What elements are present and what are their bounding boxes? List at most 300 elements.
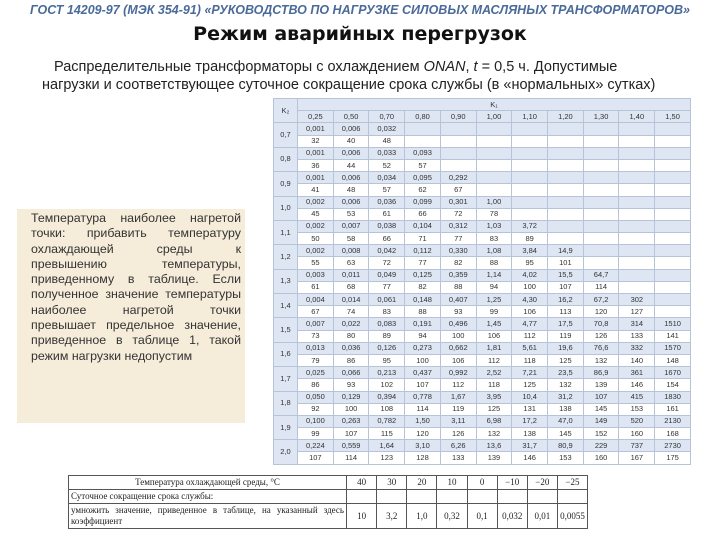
life-reduction-cell: 0,006 (333, 147, 369, 159)
life-reduction-cell: 361 (619, 367, 655, 379)
k2-value: 1,5 (274, 318, 298, 342)
reduction-row (69, 490, 588, 504)
life-reduction-cell: 314 (619, 318, 655, 330)
reduction-label: Суточное сокращение срока службы: (69, 490, 347, 504)
hotspot-rise-cell: 167 (619, 452, 655, 464)
life-reduction-cell: 0,014 (333, 294, 369, 306)
hotspot-rise-cell: 128 (405, 452, 441, 464)
hotspot-rise-cell: 94 (405, 330, 441, 342)
k2-value: 1,6 (274, 342, 298, 366)
k1-value: 0,50 (333, 111, 369, 123)
k2-value: 0,9 (274, 172, 298, 196)
life-reduction-cell: 0,036 (333, 342, 369, 354)
life-reduction-cell (583, 123, 619, 135)
hotspot-rise-cell: 119 (440, 403, 476, 415)
hotspot-rise-cell (655, 159, 691, 171)
hotspot-rise-cell: 152 (583, 428, 619, 440)
hotspot-rise-cell: 82 (405, 281, 441, 293)
life-reduction-cell: 520 (619, 415, 655, 427)
hotspot-rise-cell: 95 (369, 354, 405, 366)
hotspot-rise-cell: 93 (333, 379, 369, 391)
temp-cell: −20 (527, 476, 557, 490)
hotspot-rise-cell: 92 (298, 403, 334, 415)
life-reduction-cell: 0,126 (369, 342, 405, 354)
factor-cell: 0,032 (497, 504, 527, 529)
hotspot-rise-cell: 66 (369, 233, 405, 245)
life-reduction-cell: 0,112 (405, 245, 441, 257)
k2-value: 1,4 (274, 294, 298, 318)
life-reduction-cell: 0,093 (405, 147, 441, 159)
life-reduction-cell: 86,9 (583, 367, 619, 379)
life-reduction-cell (655, 172, 691, 184)
life-reduction-cell: 0,066 (333, 367, 369, 379)
table-row (274, 391, 691, 403)
hotspot-rise-cell: 119 (548, 330, 584, 342)
life-reduction-cell (512, 147, 548, 159)
life-reduction-cell: 0,001 (298, 172, 334, 184)
life-reduction-cell: 3,72 (512, 220, 548, 232)
life-reduction-cell (548, 196, 584, 208)
hotspot-rise-cell: 50 (298, 233, 334, 245)
hotspot-rise-cell: 88 (405, 306, 441, 318)
life-reduction-cell: 1,81 (476, 342, 512, 354)
hotspot-rise-cell (512, 135, 548, 147)
life-reduction-cell (548, 220, 584, 232)
hotspot-rise-cell: 88 (440, 281, 476, 293)
k1-header: K₁ (298, 99, 691, 111)
table-row (274, 306, 691, 318)
hotspot-rise-cell: 94 (476, 281, 512, 293)
temp-cell: −25 (557, 476, 587, 490)
life-reduction-cell: 415 (619, 391, 655, 403)
table-row (274, 147, 691, 159)
hotspot-rise-cell: 57 (405, 159, 441, 171)
hotspot-rise-cell: 86 (333, 354, 369, 366)
hotspot-rise-cell: 114 (405, 403, 441, 415)
hotspot-rise-cell: 100 (405, 354, 441, 366)
hotspot-rise-cell: 78 (476, 208, 512, 220)
life-reduction-cell: 0,104 (405, 220, 441, 232)
hotspot-rise-cell: 79 (298, 354, 334, 366)
life-reduction-cell (655, 147, 691, 159)
hotspot-rise-cell: 80 (333, 330, 369, 342)
temp-cell: 0 (467, 476, 497, 490)
hotspot-rise-cell: 101 (548, 257, 584, 269)
life-reduction-cell (583, 220, 619, 232)
hotspot-rise-cell (583, 184, 619, 196)
life-reduction-cell: 0,778 (405, 391, 441, 403)
factor-cell: 0,0055 (557, 504, 587, 529)
table-row (274, 245, 691, 257)
hotspot-rise-cell (512, 208, 548, 220)
hotspot-rise-cell (548, 184, 584, 196)
life-reduction-cell (512, 196, 548, 208)
hotspot-rise-cell: 73 (298, 330, 334, 342)
k2-header: K₂ (274, 99, 298, 123)
hotspot-rise-cell: 112 (440, 379, 476, 391)
hotspot-rise-cell: 148 (655, 354, 691, 366)
factor-cell: 0,1 (467, 504, 497, 529)
k2-value: 0,8 (274, 147, 298, 171)
life-reduction-cell: 1,50 (405, 415, 441, 427)
hotspot-rise-cell: 93 (440, 306, 476, 318)
k1-value: 1,00 (476, 111, 512, 123)
hotspot-rise-cell: 138 (512, 428, 548, 440)
hotspot-rise-cell: 74 (333, 306, 369, 318)
factor-cell: 10 (347, 504, 377, 529)
table-row (274, 135, 691, 147)
life-reduction-cell: 2730 (655, 440, 691, 452)
table-row (274, 123, 691, 135)
hotspot-rise-cell: 68 (333, 281, 369, 293)
k1-value: 1,50 (655, 111, 691, 123)
life-reduction-cell: 1,14 (476, 269, 512, 281)
life-reduction-cell (619, 172, 655, 184)
note-box (17, 209, 245, 423)
hotspot-rise-cell: 132 (583, 354, 619, 366)
hotspot-rise-cell: 154 (655, 379, 691, 391)
loading-table (273, 98, 691, 465)
hotspot-rise-cell: 133 (440, 452, 476, 464)
life-reduction-cell: 0,013 (298, 342, 334, 354)
hotspot-rise-cell: 83 (476, 233, 512, 245)
k1-value: 1,30 (583, 111, 619, 123)
hotspot-rise-cell (583, 257, 619, 269)
table-row (274, 318, 691, 330)
hotspot-rise-cell (619, 208, 655, 220)
table-row (274, 281, 691, 293)
hotspot-rise-cell: 102 (369, 379, 405, 391)
life-reduction-cell: 23,5 (548, 367, 584, 379)
hotspot-rise-cell: 114 (583, 281, 619, 293)
life-reduction-cell: 107 (583, 391, 619, 403)
life-reduction-cell: 0,129 (333, 391, 369, 403)
table-row (274, 403, 691, 415)
life-reduction-cell: 0,002 (298, 245, 334, 257)
table-row (274, 184, 691, 196)
hotspot-rise-cell: 72 (440, 208, 476, 220)
life-reduction-cell (655, 294, 691, 306)
life-reduction-cell: 0,002 (298, 196, 334, 208)
hotspot-rise-cell (619, 135, 655, 147)
life-reduction-cell: 0,042 (369, 245, 405, 257)
life-reduction-cell: 0,407 (440, 294, 476, 306)
table-row (274, 415, 691, 427)
life-reduction-cell: 0,782 (369, 415, 405, 427)
hotspot-rise-cell: 160 (583, 452, 619, 464)
hotspot-rise-cell: 55 (298, 257, 334, 269)
life-reduction-cell (655, 123, 691, 135)
hotspot-rise-cell: 48 (369, 135, 405, 147)
k2-value: 1,3 (274, 269, 298, 293)
hotspot-rise-cell: 77 (369, 281, 405, 293)
life-reduction-cell: 16,2 (548, 294, 584, 306)
life-reduction-cell: 0,992 (440, 367, 476, 379)
life-reduction-cell: 7,21 (512, 367, 548, 379)
hotspot-rise-cell: 114 (333, 452, 369, 464)
hotspot-rise-cell: 126 (583, 330, 619, 342)
hotspot-rise-cell: 120 (583, 306, 619, 318)
life-reduction-cell: 0,312 (440, 220, 476, 232)
table-row (274, 379, 691, 391)
hotspot-rise-cell: 175 (655, 452, 691, 464)
life-reduction-cell: 0,007 (333, 220, 369, 232)
life-reduction-cell: 302 (619, 294, 655, 306)
life-reduction-cell (583, 196, 619, 208)
life-reduction-cell: 4,30 (512, 294, 548, 306)
life-reduction-cell: 0,011 (333, 269, 369, 281)
hotspot-rise-cell: 67 (440, 184, 476, 196)
hotspot-rise-cell: 36 (298, 159, 334, 171)
factor-cell: 3,2 (377, 504, 407, 529)
k1-value: 0,70 (369, 111, 405, 123)
life-reduction-cell: 0,006 (333, 172, 369, 184)
hotspot-rise-cell: 52 (369, 159, 405, 171)
hotspot-rise-cell (583, 233, 619, 245)
life-reduction-cell (583, 245, 619, 257)
hotspot-rise-cell: 132 (476, 428, 512, 440)
life-reduction-cell: 47,0 (548, 415, 584, 427)
table-row (274, 233, 691, 245)
life-reduction-cell: 0,007 (298, 318, 334, 330)
life-reduction-cell: 0,033 (369, 147, 405, 159)
table-row (274, 196, 691, 208)
life-reduction-cell: 1570 (655, 342, 691, 354)
hotspot-rise-cell: 106 (440, 354, 476, 366)
hotspot-rise-cell (655, 184, 691, 196)
table-row (274, 330, 691, 342)
table-row (274, 354, 691, 366)
life-reduction-cell: 229 (583, 440, 619, 452)
life-reduction-cell: 0,061 (369, 294, 405, 306)
loading-table-body (274, 123, 691, 464)
life-reduction-cell (548, 172, 584, 184)
k2-value: 2,0 (274, 440, 298, 464)
life-reduction-cell: 0,224 (298, 440, 334, 452)
life-reduction-cell: 0,006 (333, 123, 369, 135)
hotspot-rise-cell: 82 (440, 257, 476, 269)
life-reduction-cell: 0,032 (369, 123, 405, 135)
k1-value: 0,90 (440, 111, 476, 123)
hotspot-rise-cell: 107 (298, 452, 334, 464)
life-reduction-cell: 149 (583, 415, 619, 427)
life-reduction-cell: 1,08 (476, 245, 512, 257)
life-reduction-cell (655, 196, 691, 208)
life-reduction-cell: 0,273 (405, 342, 441, 354)
hotspot-rise-cell: 107 (548, 281, 584, 293)
hotspot-rise-cell (619, 184, 655, 196)
hotspot-rise-cell: 107 (333, 428, 369, 440)
hotspot-rise-cell (619, 159, 655, 171)
life-reduction-cell: 3,95 (476, 391, 512, 403)
hotspot-rise-cell: 57 (369, 184, 405, 196)
life-reduction-cell: 0,559 (333, 440, 369, 452)
hotspot-rise-cell: 53 (333, 208, 369, 220)
hotspot-rise-cell: 106 (512, 306, 548, 318)
note-text: Температура наиболее нагретой точки: прибавить температуру охлаждающей среды к превышению температуры, приведенному в таблице. Если полученное значение температуры наиболее нагретой точки превышает предельное значение, приведенное в таблице 1, такой режим нагрузки недопустим (31, 211, 241, 363)
life-reduction-cell: 0,125 (405, 269, 441, 281)
life-reduction-cell: 14,9 (548, 245, 584, 257)
life-reduction-cell (476, 147, 512, 159)
hotspot-rise-cell: 145 (583, 403, 619, 415)
hotspot-rise-cell: 63 (333, 257, 369, 269)
k2-value: 1,0 (274, 196, 298, 220)
page-title: Режим аварийных перегрузок (193, 23, 527, 45)
k1-value: 1,20 (548, 111, 584, 123)
intro-line-2: нагрузки и соответствующее суточное сокращение срока службы (в «нормальных» сутках) (42, 77, 656, 93)
life-reduction-cell: 3,84 (512, 245, 548, 257)
hotspot-rise-cell (619, 281, 655, 293)
k1-value: 0,25 (298, 111, 334, 123)
hotspot-rise-cell: 100 (440, 330, 476, 342)
life-reduction-cell (440, 123, 476, 135)
life-reduction-cell: 2,52 (476, 367, 512, 379)
life-reduction-cell: 1670 (655, 367, 691, 379)
life-reduction-cell: 1,03 (476, 220, 512, 232)
life-reduction-cell: 332 (619, 342, 655, 354)
hotspot-rise-cell: 83 (369, 306, 405, 318)
k1-values-row (274, 111, 691, 123)
life-reduction-cell: 6,26 (440, 440, 476, 452)
life-reduction-cell (548, 147, 584, 159)
hotspot-rise-cell: 168 (655, 428, 691, 440)
hotspot-rise-cell: 112 (512, 330, 548, 342)
factor-cell: 0,01 (527, 504, 557, 529)
life-reduction-cell: 31,2 (548, 391, 584, 403)
life-reduction-cell: 0,437 (405, 367, 441, 379)
hotspot-rise-cell (476, 135, 512, 147)
hotspot-rise-cell (440, 159, 476, 171)
temp-cell: 10 (437, 476, 467, 490)
temperature-row (69, 476, 588, 490)
life-reduction-cell: 0,662 (440, 342, 476, 354)
life-reduction-cell (655, 245, 691, 257)
hotspot-rise-cell: 161 (655, 403, 691, 415)
life-reduction-cell: 0,083 (369, 318, 405, 330)
life-reduction-cell: 0,002 (298, 220, 334, 232)
life-reduction-cell: 1510 (655, 318, 691, 330)
hotspot-rise-cell: 71 (405, 233, 441, 245)
hotspot-rise-cell (655, 208, 691, 220)
hotspot-rise-cell: 41 (298, 184, 334, 196)
life-reduction-cell: 0,003 (298, 269, 334, 281)
hotspot-rise-cell (548, 159, 584, 171)
temperature-label: Температура охлаждающей среды, °C (69, 476, 347, 490)
hotspot-rise-cell: 62 (405, 184, 441, 196)
life-reduction-cell (619, 220, 655, 232)
hotspot-rise-cell: 153 (548, 452, 584, 464)
hotspot-rise-cell: 141 (655, 330, 691, 342)
hotspot-rise-cell (619, 233, 655, 245)
hotspot-rise-cell: 44 (333, 159, 369, 171)
life-reduction-cell: 17,2 (512, 415, 548, 427)
life-reduction-cell (405, 123, 441, 135)
hotspot-rise-cell: 48 (333, 184, 369, 196)
table-row (274, 172, 691, 184)
hotspot-rise-cell: 99 (476, 306, 512, 318)
k2-value: 0,7 (274, 123, 298, 147)
hotspot-rise-cell: 153 (619, 403, 655, 415)
life-reduction-cell (619, 245, 655, 257)
hotspot-rise-cell (583, 208, 619, 220)
life-reduction-cell (619, 123, 655, 135)
life-reduction-cell: 0,004 (298, 294, 334, 306)
intro-line-1: Распределительные трансформаторы с охлаждением ONAN, t = 0,5 ч. Допустимые (54, 59, 618, 75)
hotspot-rise-cell: 126 (440, 428, 476, 440)
life-reduction-cell (583, 172, 619, 184)
k2-value: 1,8 (274, 391, 298, 415)
table-row (274, 294, 691, 306)
life-reduction-cell (512, 123, 548, 135)
life-reduction-cell: 19,6 (548, 342, 584, 354)
hotspot-rise-cell: 145 (548, 428, 584, 440)
k2-value: 1,9 (274, 415, 298, 439)
hotspot-rise-cell (512, 184, 548, 196)
table-row (274, 257, 691, 269)
life-reduction-cell: 13,6 (476, 440, 512, 452)
life-reduction-cell: 2130 (655, 415, 691, 427)
hotspot-rise-cell (583, 135, 619, 147)
temp-cell: 30 (377, 476, 407, 490)
hotspot-rise-cell (548, 208, 584, 220)
hotspot-rise-cell (655, 135, 691, 147)
hotspot-rise-cell (476, 159, 512, 171)
temp-cell: 40 (347, 476, 377, 490)
hotspot-rise-cell: 132 (548, 379, 584, 391)
hotspot-rise-cell (548, 135, 584, 147)
hotspot-rise-cell: 32 (298, 135, 334, 147)
hotspot-rise-cell: 77 (440, 233, 476, 245)
k1-value: 1,10 (512, 111, 548, 123)
hotspot-rise-cell: 131 (512, 403, 548, 415)
life-reduction-cell: 80,9 (548, 440, 584, 452)
life-reduction-cell: 737 (619, 440, 655, 452)
life-reduction-cell: 1,64 (369, 440, 405, 452)
hotspot-rise-cell: 45 (298, 208, 334, 220)
life-reduction-cell (655, 220, 691, 232)
hotspot-rise-cell: 140 (619, 354, 655, 366)
hotspot-rise-cell: 61 (369, 208, 405, 220)
table-row (274, 220, 691, 232)
life-reduction-cell: 0,263 (333, 415, 369, 427)
life-reduction-cell (619, 196, 655, 208)
hotspot-rise-cell: 108 (369, 403, 405, 415)
life-reduction-cell: 0,496 (440, 318, 476, 330)
life-reduction-cell: 0,095 (405, 172, 441, 184)
hotspot-rise-cell: 146 (619, 379, 655, 391)
hotspot-rise-cell: 139 (583, 379, 619, 391)
life-reduction-cell: 17,5 (548, 318, 584, 330)
hotspot-rise-cell: 61 (298, 281, 334, 293)
hotspot-rise-cell: 67 (298, 306, 334, 318)
hotspot-rise-cell: 118 (512, 354, 548, 366)
k1-value: 1,40 (619, 111, 655, 123)
hotspot-rise-cell (655, 233, 691, 245)
k2-value: 1,7 (274, 367, 298, 391)
hotspot-rise-cell: 125 (512, 379, 548, 391)
hotspot-rise-cell: 120 (405, 428, 441, 440)
hotspot-rise-cell: 138 (548, 403, 584, 415)
life-reduction-cell (619, 147, 655, 159)
table-row (274, 342, 691, 354)
intro-text (42, 58, 707, 94)
hotspot-rise-cell (655, 257, 691, 269)
life-reduction-cell: 67,2 (583, 294, 619, 306)
life-reduction-cell: 0,359 (440, 269, 476, 281)
life-reduction-cell: 5,61 (512, 342, 548, 354)
hotspot-rise-cell (405, 135, 441, 147)
life-reduction-cell: 0,292 (440, 172, 476, 184)
